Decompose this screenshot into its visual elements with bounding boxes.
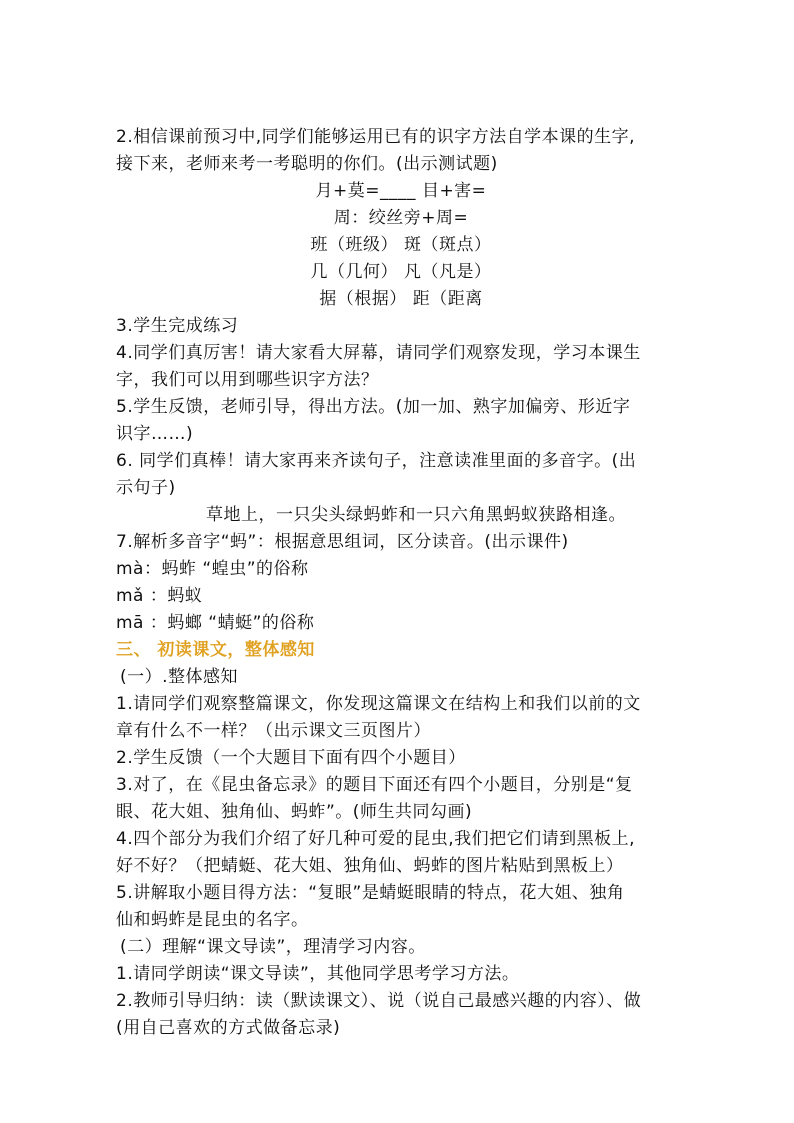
text-line: 接下来，老师来考一考聪明的你们。(出示测试题): [116, 154, 498, 174]
section-heading: 三、 初读课文，整体感知: [116, 640, 315, 660]
text-line: 2.相信课前预习中,同学们能够运用已有的识字方法自学本课的生字,: [116, 127, 636, 147]
text-line: 好不好？（把蜻蜓、花大姐、独角仙、蚂蚱的图片粘贴到黑板上）: [116, 856, 624, 876]
text-line: 章有什么不一样？（出示课文三页图片）: [116, 721, 431, 741]
text-line: 1.请同学朗读“课文导读”，其他同学思考学习方法。: [116, 964, 520, 984]
text-line: 5.学生反馈，老师引导，得出方法。(加一加、熟字加偏旁、形近字: [116, 397, 631, 417]
pronunciation-line: mà：蚂蚱 “蝗虫”的俗称: [116, 559, 309, 579]
text-line: 4.四个部分为我们介绍了好几种可爱的昆虫,我们把它们请到黑板上,: [116, 829, 636, 849]
text-line: 眼、花大姐、独角仙、蚂蚱”。(师生共同勾画): [116, 802, 473, 822]
text-line: 仙和蚂蚱是昆虫的名字。: [116, 910, 309, 930]
text-line: 3.对了，在《昆虫备忘录》的题目下面还有四个小题目，分别是“复: [116, 775, 633, 795]
exercise-line: 班（班级） 斑（斑点）: [310, 235, 492, 255]
text-line: 7.解析多音字“蚂”：根据意思组词，区分读音。(出示课件): [116, 532, 569, 552]
exercise-line: 周：绞丝旁+周=: [333, 208, 469, 228]
text-line: 识字……): [116, 424, 194, 444]
text-line: 4.同学们真厉害！请大家看大屏幕，请同学们观察发现，学习本课生: [116, 343, 641, 363]
subsection-heading: (一）.整体感知: [120, 667, 239, 687]
text-line: 6. 同学们真棒！请大家再来齐读句子，注意读准里面的多音字。(出: [116, 451, 637, 471]
text-line: 3.学生完成练习: [116, 316, 239, 336]
pronunciation-line: mǎ ：蚂蚁: [116, 586, 203, 606]
exercise-line: 月+莫=____ 目+害=: [315, 181, 487, 201]
exercise-line: 几（几何） 凡（凡是）: [310, 262, 492, 282]
subsection-heading: (二）理解“课文导读”，理清学习内容。: [120, 937, 426, 957]
text-line: 5.讲解取小题目得方法：“复眼”是蜻蜓眼睛的特点，花大姐、独角: [116, 883, 625, 903]
text-line: 2.教师引导归纳：读（默读课文）、说（说自己最感兴趣的内容）、做: [116, 991, 642, 1011]
text-line: 2.学生反馈（一个大题目下面有四个小题目）: [116, 748, 466, 768]
exercise-line: 据（根据） 距（距离: [319, 289, 483, 309]
text-line: 1.请同学们观察整篇课文，你发现这篇课文在结构上和我们以前的文: [116, 694, 641, 714]
text-line: 示句子): [116, 478, 176, 498]
pronunciation-line: mā ：蚂螂 “蜻蜓”的俗称: [116, 613, 315, 633]
text-line: 字，我们可以用到哪些识字方法？: [116, 370, 379, 390]
document-page: [116, 124, 686, 1042]
text-line: (用自己喜欢的方式做备忘录): [116, 1018, 341, 1038]
example-sentence: 草地上，一只尖头绿蚂蚱和一只六角黑蚂蚁狭路相逢。: [206, 505, 626, 525]
